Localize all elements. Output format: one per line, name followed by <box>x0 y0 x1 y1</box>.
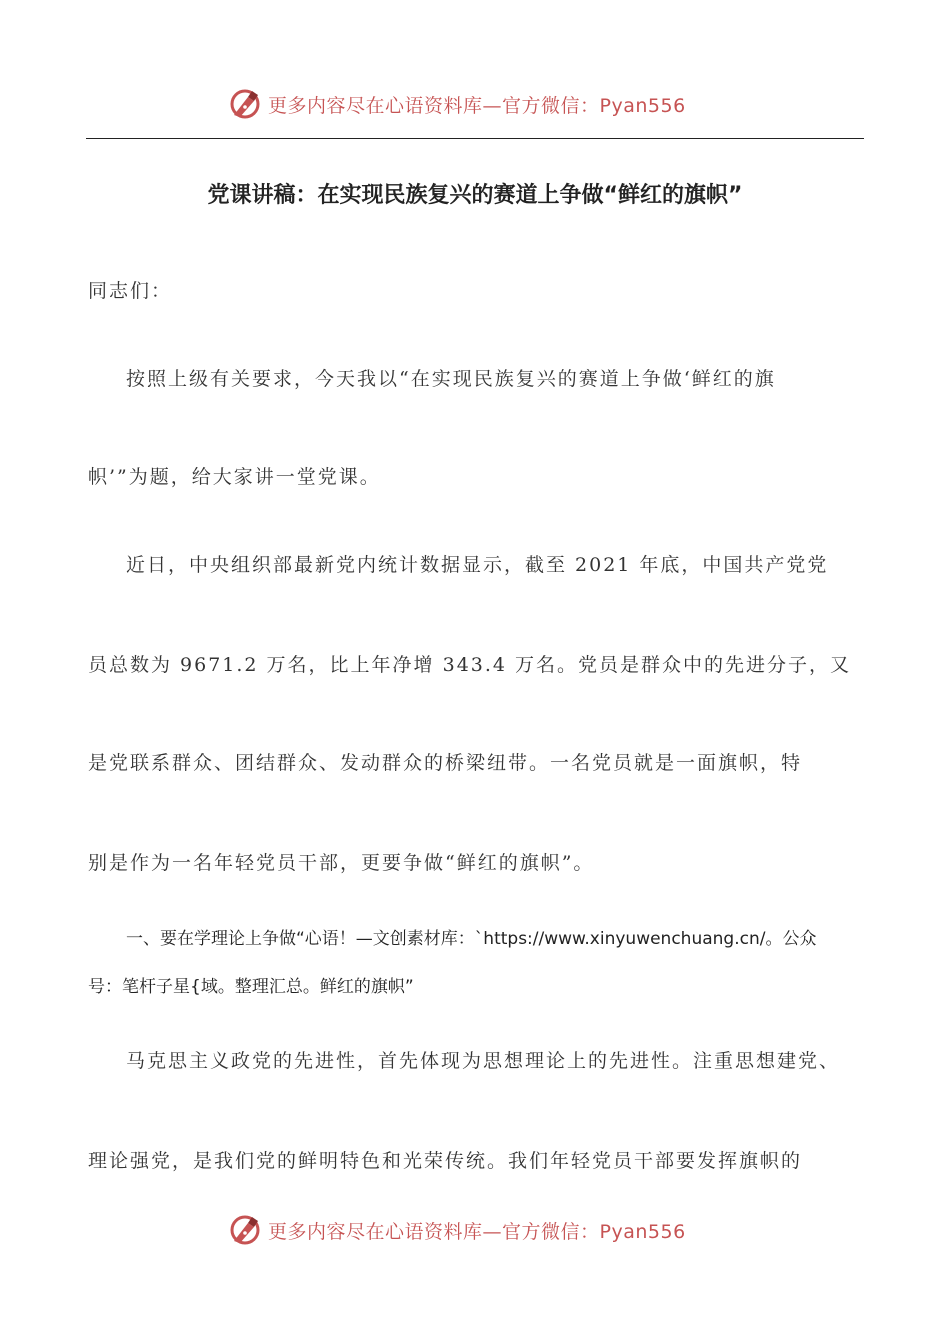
footer-banner <box>0 1210 950 1250</box>
para2-line1: 近日，中央组织部最新党内统计数据显示，截至 2021 年底，中国共产党党 <box>126 554 829 576</box>
para3-line1: 马克思主义政党的先进性，首先体现为思想理论上的先进性。注重思想建党、 <box>126 1050 841 1072</box>
para2-line2: 员总数为 9671.2 万名，比上年净增 343.4 万名。党员是群众中的先进分子，又 <box>88 654 852 676</box>
banner-text <box>268 91 686 118</box>
para1-line2: 帜’”为题，给大家讲一堂党课。 <box>88 466 381 488</box>
wechat-id: Pyan556 <box>599 1220 686 1243</box>
wechat-id: Pyan556 <box>599 94 686 117</box>
para2-line3: 是党联系群众、团结群众、发动群众的桥梁纽带。一名党员就是一面旗帜，特 <box>88 752 803 774</box>
header-banner <box>0 84 950 124</box>
para3-line2: 理论强党，是我们党的鲜明特色和光荣传统。我们年轻党员干部要发挥旗帜的 <box>88 1150 803 1172</box>
banner-label: 更多内容尽在心语资料库—官方微信： <box>268 1220 600 1243</box>
header-divider <box>86 138 864 139</box>
banner-text <box>268 1217 686 1244</box>
para1-line1: 按照上级有关要求，今天我以“在实现民族复兴的赛道上争做‘鲜红的旗 <box>126 368 776 390</box>
para2-line4: 别是作为一名年轻党员干部，更要争做“鲜红的旗帜”。 <box>88 852 595 874</box>
document-title: 党课讲稿：在实现民族复兴的赛道上争做“鲜红的旗帜” <box>207 183 743 208</box>
pen-nib-icon <box>228 87 262 121</box>
section1-heading-line2: 号：笔杆子星{域。整理汇总。鲜红的旗帜” <box>88 977 414 997</box>
pen-nib-icon <box>228 1213 262 1247</box>
banner-label: 更多内容尽在心语资料库—官方微信： <box>268 94 600 117</box>
section1-heading-line1: 一、要在学理论上争做“心语！—文创素材库：`https://www.xinyuwenchuang.cn/。公众 <box>126 929 817 949</box>
salutation: 同志们： <box>88 280 173 302</box>
